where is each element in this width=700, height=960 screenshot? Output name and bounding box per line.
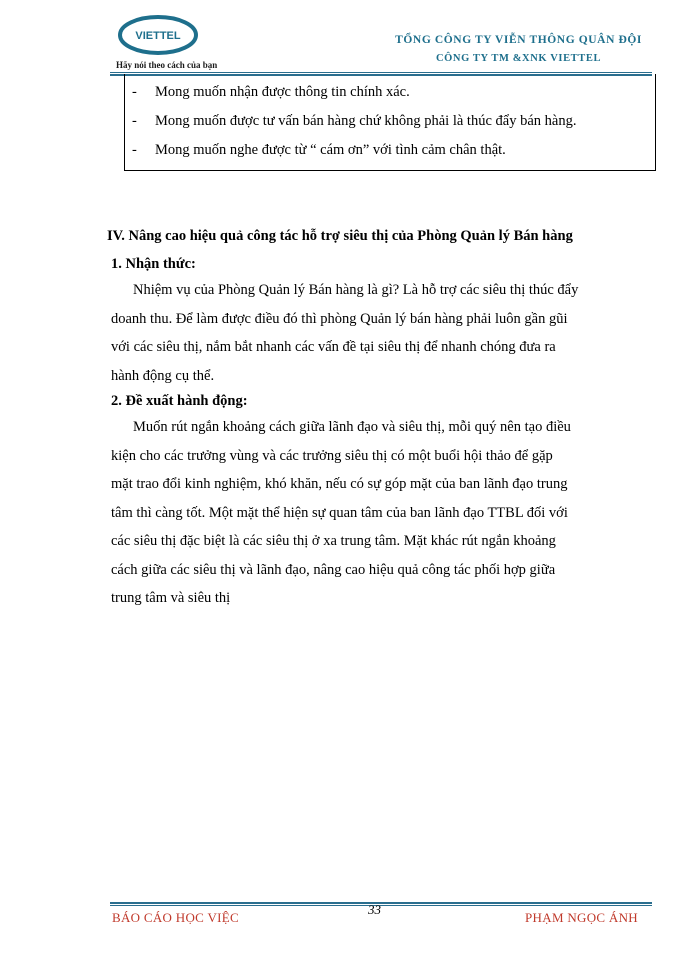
subheading-proposal: 2. Đề xuất hành động: [111, 393, 248, 409]
tagline: Hãy nói theo cách của bạn [116, 60, 218, 70]
bullet-dash: - [132, 142, 137, 158]
text-line: trung tâm và siêu thị [111, 590, 231, 606]
bullet-text: Mong muốn nhận được thông tin chính xác. [155, 84, 410, 100]
bullet-item [132, 142, 506, 159]
text-line: với các siêu thị, nắm bắt nhanh các vấn đề tại siêu thị để nhanh chóng đưa ra [111, 339, 556, 355]
page-number: 33 [368, 902, 381, 917]
bullet-dash: - [132, 84, 137, 100]
text-line: hành động cụ thể. [111, 367, 215, 384]
footer-divider-thick [110, 902, 652, 904]
text-line: mặt trao đổi kinh nghiệm, khó khăn, nếu có sự góp mặt của ban lãnh đạo trung [111, 476, 568, 492]
text-line: Nhiệm vụ của Phòng Quản lý Bán hàng là gì? Là hỗ trợ các siêu thị thúc đẩy [133, 282, 579, 298]
expectations-box [124, 74, 656, 171]
header-divider [110, 72, 652, 73]
bullet-dash: - [132, 113, 137, 129]
text-line: tâm thì càng tốt. Một mặt thể hiện sự quan tâm của ban lãnh đạo TTBL đối với [111, 504, 568, 521]
footer-report-title: BÁO CÁO HỌC VIỆC [112, 910, 239, 925]
section-heading: IV. Nâng cao hiệu quả công tác hỗ trợ siêu thị của Phòng Quản lý Bán hàng [107, 228, 573, 244]
bullet-text: Mong muốn nghe được từ “ cám ơn” với tình cảm chân thật. [155, 142, 506, 158]
company-name [395, 34, 642, 64]
text-line: cách giữa các siêu thị và lãnh đạo, nâng cao hiệu quả công tác phối hợp giữa [111, 561, 556, 578]
company-line-1: TỔNG CÔNG TY VIỄN THÔNG QUÂN ĐỘI [395, 34, 642, 46]
text-line: Muốn rút ngắn khoảng cách giữa lãnh đạo và siêu thị, mỗi quý nên tạo điều [133, 419, 571, 435]
subheading-awareness: 1. Nhận thức: [111, 256, 196, 272]
paragraph-proposal [111, 413, 641, 613]
text-line: kiện cho các trưởng vùng và các trưởng siêu thị có một buổi hội thảo để gặp [111, 447, 553, 464]
footer-divider [110, 905, 652, 906]
paragraph-awareness [111, 276, 641, 390]
bullet-item [132, 113, 576, 130]
logo-text: VIETTEL [135, 30, 181, 42]
company-line-2: CÔNG TY TM &XNK VIETTEL [435, 53, 602, 64]
viettel-logo [118, 14, 198, 56]
footer-author: PHẠM NGỌC ÁNH [525, 910, 638, 925]
text-line: các siêu thị đặc biệt là các siêu thị ở xa trung tâm. Mặt khác rút ngắn khoảng [111, 533, 556, 549]
text-line: doanh thu. Để làm được điều đó thì phòng Quản lý bán hàng phải luôn gần gũi [111, 310, 568, 327]
bullet-text: Mong muốn được tư vấn bán hàng chứ không phải là thúc đẩy bán hàng. [155, 113, 577, 129]
bullet-item [132, 84, 410, 101]
